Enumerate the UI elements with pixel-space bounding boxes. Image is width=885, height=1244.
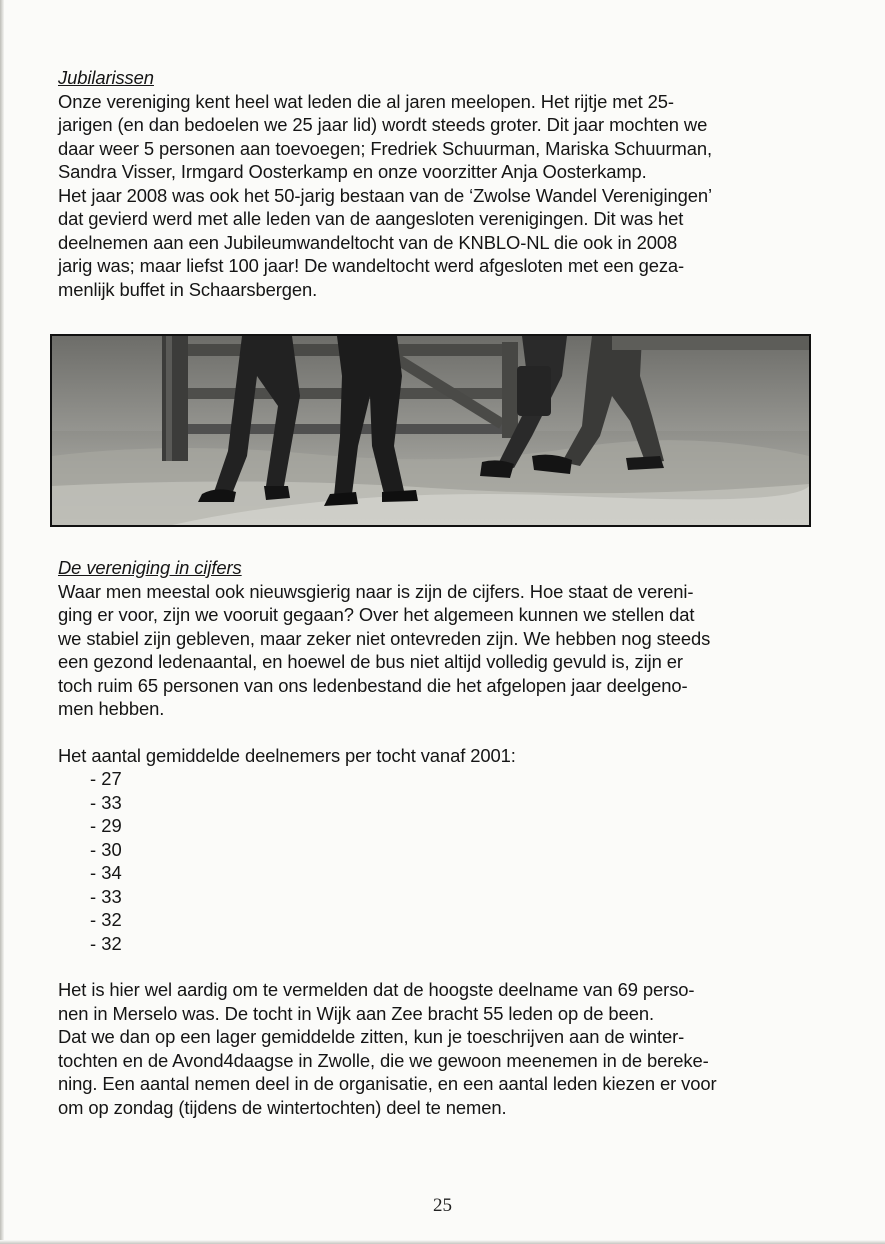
list-item: - 32 <box>90 909 122 930</box>
section-jubilarissen <box>58 66 818 301</box>
list-item: - 29 <box>90 815 122 836</box>
paragraph-line: een gezond ledenaantal, en hoewel de bus niet altijd volledig gevuld is, zijn er <box>58 651 683 672</box>
paragraph-line: daar weer 5 personen aan toevoegen; Fredriek Schuurman, Mariska Schuurman, <box>58 137 712 159</box>
paragraph-line: tochten en de Avond4daagse in Zwolle, die we gewoon meenemen in de bereke- <box>58 1049 709 1071</box>
list-intro-text: Het aantal gemiddelde deelnemers per tocht vanaf 2001: <box>58 745 516 766</box>
paragraph-line: Het jaar 2008 was ook het 50-jarig bestaan van de ‘Zwolse Wandel Verenigingen’ <box>58 184 712 206</box>
list-item: - 33 <box>90 885 122 907</box>
section-heading-cijfers: De vereniging in cijfers <box>58 557 242 578</box>
paragraph-line: jarig was; maar liefst 100 jaar! De wandeltocht werd afgesloten met een geza- <box>58 255 685 276</box>
participants-list <box>90 767 122 955</box>
paragraph-line: toch ruim 65 personen van ons ledenbestand die het afgelopen jaar deelgeno- <box>58 674 688 696</box>
paragraph-line: ging er voor, zijn we vooruit gegaan? Over het algemeen kunnen we stellen dat <box>58 604 695 625</box>
paragraph-line: Sandra Visser, Irmgard Oosterkamp en onze voorzitter Anja Oosterkamp. <box>58 161 647 182</box>
list-item: - 27 <box>90 768 122 789</box>
closing-paragraph <box>58 978 818 1119</box>
paragraph-line: ning. Een aantal nemen deel in de organisatie, en een aantal leden kiezen er voor <box>58 1073 717 1094</box>
list-item: - 30 <box>90 838 122 860</box>
paragraph-line: Onze vereniging kent heel wat leden die al jaren meelopen. Het rijtje met 25- <box>58 90 674 112</box>
paragraph-line: Het is hier wel aardig om te vermelden dat de hoogste deelname van 69 perso- <box>58 979 695 1000</box>
list-item: - 34 <box>90 862 122 883</box>
paragraph-line: dat gevierd werd met alle leden van de aangesloten verenigingen. Dit was het <box>58 208 684 229</box>
paragraph-line: jarigen (en dan bedoelen we 25 jaar lid) wordt steeds groter. Dit jaar mochten we <box>58 114 708 135</box>
list-item: - 33 <box>90 791 122 813</box>
paragraph-line: Waar men meestal ook nieuwsgierig naar is zijn de cijfers. Hoe staat de vereni- <box>58 580 694 602</box>
paragraph-line: nen in Merselo was. De tocht in Wijk aan Zee bracht 55 leden op de been. <box>58 1002 654 1024</box>
page-binding-edge <box>0 0 4 1244</box>
paragraph-line: Dat we dan op een lager gemiddelde zitten, kun je toeschrijven aan de winter- <box>58 1026 685 1047</box>
paragraph-line: om op zondag (tijdens de wintertochten) deel te nemen. <box>58 1096 507 1118</box>
paragraph-line: deelnemen aan een Jubileumwandeltocht van de KNBLO-NL die ook in 2008 <box>58 231 678 253</box>
page-number: 25 <box>433 1195 452 1216</box>
page-bottom-edge <box>0 1240 885 1244</box>
paragraph-line: we stabiel zijn gebleven, maar zeker niet ontevreden zijn. We hebben nog steeds <box>58 627 711 649</box>
photo-walkers-at-gate <box>50 334 811 527</box>
paragraph-line: menlijk buffet in Schaarsbergen. <box>58 278 318 300</box>
list-intro <box>58 744 818 768</box>
section-heading-jubilarissen: Jubilarissen <box>58 67 154 88</box>
paragraph-line: men hebben. <box>58 698 165 719</box>
list-item: - 32 <box>90 932 122 954</box>
section-vereniging-in-cijfers <box>58 556 818 721</box>
